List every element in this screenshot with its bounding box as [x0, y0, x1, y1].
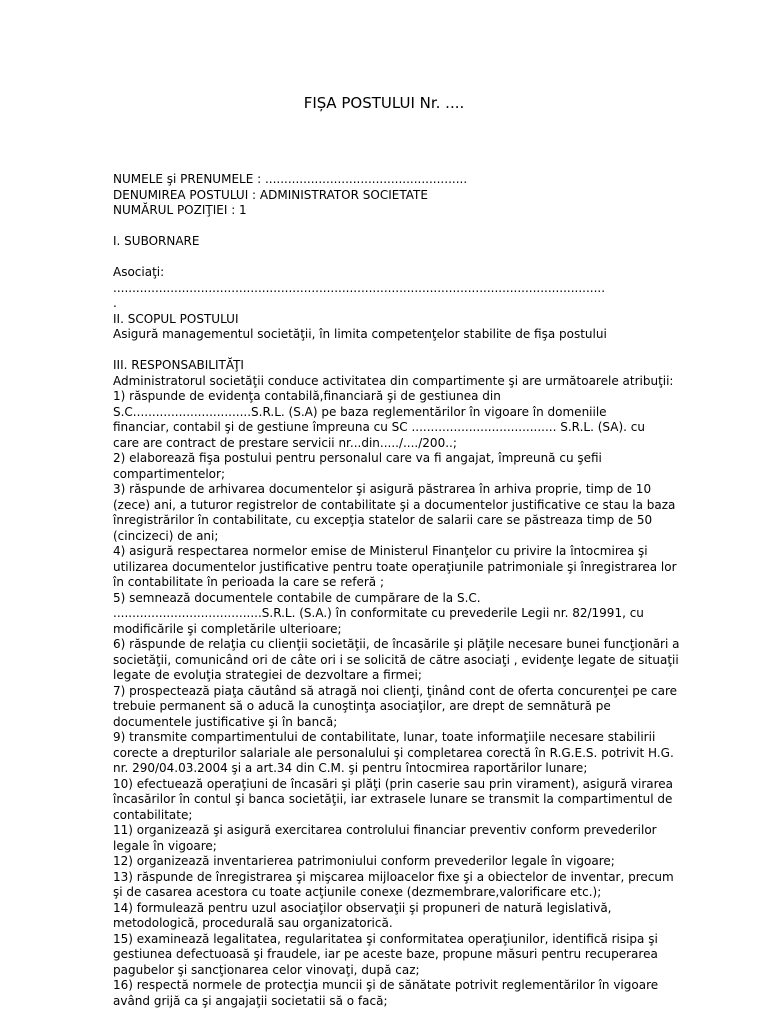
responsibility-line: corecte a drepturilor salariale ale personalului şi completarea corectă în R.G.E.S. potrivit H.G. — [113, 745, 674, 760]
associates-dots: ................................................................................................................................. — [113, 280, 606, 295]
responsibility-line: documentele justificative şi în bancă; — [113, 714, 338, 729]
responsibility-line: (cincizeci) de ani; — [113, 528, 219, 543]
responsibility-line: 7) prospectează piaţa căutând să atragă noi clienţi, ţinând cont de oferta concurenţei pe care — [113, 683, 678, 698]
associates-label: Asociaţi: — [113, 265, 165, 279]
responsibility-line: 6) răspunde de relaţia cu clienţii societăţii, de încasările şi plăţile necesare bunei funcţionări a — [113, 637, 680, 651]
responsibility-line: pagubelor şi sancţionarea celor vinovaţi, după caz; — [113, 962, 420, 977]
responsibility-line: şi de casarea acestora cu toate acţiunile conexe (dezmembrare,valorificare etc.); — [113, 885, 602, 899]
associates-dots-end: . — [113, 296, 117, 310]
field-position-number: NUMĂRUL POZIŢIEI : 1 — [113, 203, 247, 217]
responsibility-line: înregistrărilor în contabilitate, cu excepţia statelor de salarii care se păstreaza timp de 50 — [113, 513, 653, 527]
responsibility-line: .......................................S.R.L. (S.A.) în conformitate cu prevederile Legii nr. 82/1991, cu — [113, 606, 644, 620]
responsibility-line: trebuie permanent să o aducă la cunoştinţa asociaţilor, are drept de semnătură pe — [113, 699, 611, 713]
responsibility-line: 15) examinează legalitatea, regularitatea şi conformitatea operaţiunilor, identifică risipa şi — [113, 931, 658, 946]
document-body — [113, 172, 680, 1009]
responsibility-line: financiar, contabil şi de gestiune împreuna cu SC ...................................... S.R.L. (SA). cu — [113, 420, 645, 434]
responsibility-line: compartimentelor; — [113, 466, 225, 481]
field-position-title: DENUMIREA POSTULUI : ADMINISTRATOR SOCIETATE — [113, 187, 428, 202]
responsibility-line: 12) organizează inventarierea patrimoniului conform prevederilor legale în vigoare; — [113, 854, 615, 868]
responsibility-line: 3) răspunde de arhivarea documentelor şi asigură păstrarea în arhiva proprie, timp de 10 — [113, 482, 652, 496]
responsibility-line: Administratorul societăţii conduce activitatea din compartimente şi are următoarele atribuţii: — [113, 373, 674, 388]
responsibility-line: modificările şi completările ulterioare; — [113, 621, 342, 636]
responsibility-line: 5) semnează documentele contabile de cumpărare de la S.C. — [113, 590, 481, 605]
responsibility-line: (zece) ani, a tuturor registrelor de contabilitate şi a documentelor justificative ce stau la baza — [113, 497, 676, 512]
responsibility-line: 14) formulează pentru uzul asociaţilor observaţii şi propuneri de natură legislativă, — [113, 900, 612, 915]
responsibility-line: care are contract de prestare servicii nr...din...../..../200..; — [113, 435, 457, 450]
responsibility-line: având grijă ca şi angajaţii societatii să o facă; — [113, 993, 388, 1008]
responsibility-line: încasărilor în contul şi banca societăţii, iar extrasele lunare se transmit la compartimentul de — [113, 792, 673, 806]
responsibility-line: utilizarea documentelor justificative pentru toate operaţiunile patrimoniale şi înregistrarea lor — [113, 559, 677, 574]
responsibility-line: gestiunea defectuoasă şi fraudele, iar pe aceste baze, propune măsuri pentru recuperarea — [113, 947, 658, 961]
responsibility-line: 9) transmite compartimentului de contabilitate, lunar, toate informaţiile necesare stabilirii — [113, 730, 656, 744]
responsibility-line: 2) elaborează fişa postului pentru personalul care va fi angajat, împreună cu şefii — [113, 451, 602, 465]
field-name: NUMELE şi PRENUMELE : ..................................................... — [113, 172, 468, 186]
section-purpose-heading: II. SCOPUL POSTULUI — [113, 311, 239, 326]
section-purpose-text: Asigură managementul societăţii, în limita competenţelor stabilite de fişa postului — [113, 327, 607, 341]
responsibility-line: în contabilitate în perioada la care se referă ; — [113, 575, 385, 589]
responsibility-line: contabilitate; — [113, 807, 193, 822]
responsibility-line: 4) asigură respectarea normelor emise de Ministerul Finanţelor cu privire la întocmirea şi — [113, 544, 648, 558]
responsibility-line: metodologică, procedurală sau organizatorică. — [113, 916, 393, 930]
responsibility-line: legale în vigoare; — [113, 838, 217, 853]
responsibility-line: nr. 290/04.03.2004 şi a art.34 din C.M. şi pentru întocmirea raportărilor lunare; — [113, 761, 588, 775]
responsibility-line: 11) organizează şi asigură exercitarea controlului financiar preventiv conform prevederilor — [113, 823, 657, 837]
responsibility-line: societăţii, comunicând ori de câte ori i se solicită de către asociaţi , evidenţe legate de situaţii — [113, 652, 679, 667]
responsibility-line: 10) efectuează operaţiuni de încasări şi plăţi (prin caserie sau prin virament), asigură virarea — [113, 776, 674, 791]
responsibilities-list — [113, 373, 680, 1010]
responsibility-line: 16) respectă normele de protecţia muncii şi de sănătate potrivit reglementărilor în vigoare — [113, 978, 659, 992]
responsibility-line: S.C...............................S.R.L. (S.A) pe baza reglementărilor în vigoare în domeniile — [113, 404, 607, 419]
responsibility-line: legate de evoluţia strategiei de dezvoltare a firmei; — [113, 668, 422, 682]
section-subordination-heading: I. SUBORNARE — [113, 234, 200, 248]
section-responsibilities-heading: III. RESPONSABILITĂŢI — [113, 358, 244, 372]
document-title: FIȘA POSTULUI Nr. .... — [303, 94, 465, 112]
responsibility-line: 13) răspunde de înregistrarea şi mişcarea mijloacelor fixe şi a obiectelor de inventar, precum — [113, 869, 674, 884]
responsibility-line: 1) răspunde de evidenţa contabilă,financiară şi de gestiunea din — [113, 389, 501, 403]
